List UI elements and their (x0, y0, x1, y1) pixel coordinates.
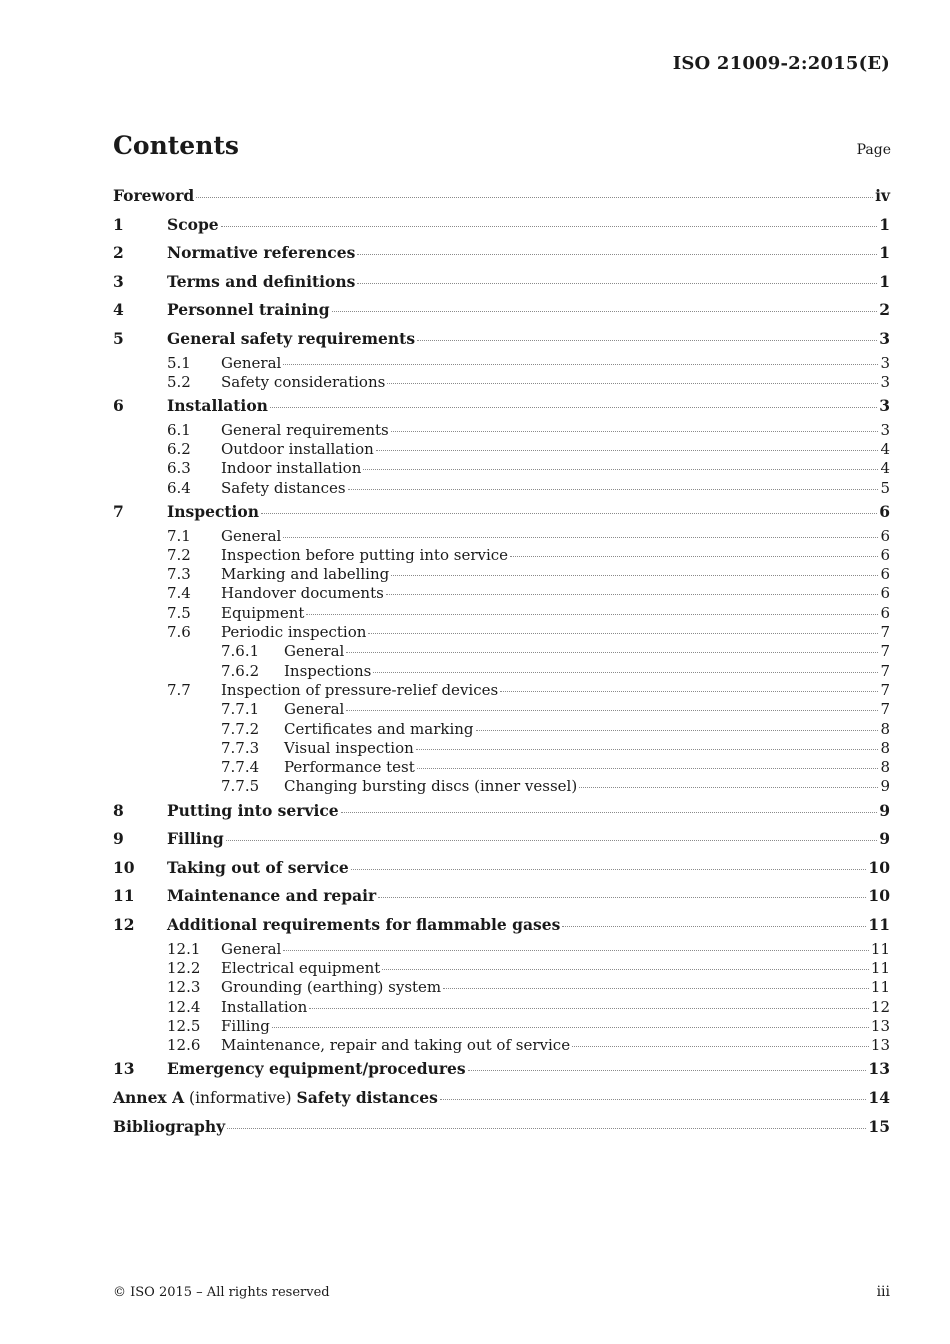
toc-entry-page: 7 (880, 700, 890, 719)
toc-entry-number: 12.3 (167, 978, 201, 997)
toc-entry-page: 13 (870, 1016, 890, 1035)
toc-entry-title-text: Inspection before putting into service (221, 545, 509, 564)
toc-entry-title-text: Installation (221, 997, 308, 1016)
toc-entry[interactable] (113, 662, 890, 681)
dot-leader (417, 768, 879, 769)
toc-entry-title-text: Indoor installation (221, 459, 362, 478)
toc-entry[interactable] (113, 940, 890, 959)
toc-entry-number: 12.2 (167, 958, 201, 977)
toc-entry-page: 10 (868, 857, 890, 877)
toc-entry[interactable] (113, 182, 890, 211)
toc-entry-title (221, 440, 374, 459)
toc-entry-number: 7.6.2 (221, 661, 260, 680)
toc-entry[interactable] (113, 1055, 890, 1084)
toc-entry-number: 7.3 (167, 565, 191, 584)
toc-entry-page: 9 (879, 829, 890, 849)
dot-leader (346, 710, 878, 711)
toc-entry-number: 12.4 (167, 997, 201, 1016)
toc-entry-title-text: Handover documents (221, 584, 384, 603)
toc-entry-title-text: Normative references (167, 243, 356, 263)
dot-leader (579, 787, 878, 788)
toc-entry-title (221, 421, 389, 440)
dot-leader (363, 469, 878, 470)
toc-entry-title (284, 777, 577, 796)
toc-entry[interactable] (113, 296, 890, 325)
toc-entry-page: 6 (880, 603, 890, 622)
toc-entry-title-text: Emergency equipment/procedures (167, 1059, 466, 1079)
toc-entry-title-text: Maintenance and repair (167, 886, 377, 906)
document-id: ISO 21009-2:2015(E) (672, 53, 890, 74)
dot-leader (351, 869, 867, 870)
toc-entry-title (221, 998, 307, 1017)
toc-entry[interactable] (113, 978, 890, 997)
toc-entry-title (221, 479, 346, 498)
toc-entry-title-text: Performance test (284, 758, 415, 777)
toc-entry-title-text: Visual inspection (284, 738, 414, 757)
toc-entry-title-annotation: (informative) (184, 1089, 297, 1108)
toc-entry-title-text: Equipment (221, 603, 305, 622)
toc-entry-title-text: Certificates and marking (284, 719, 474, 738)
dot-leader (378, 897, 866, 898)
toc-entry-page: 11 (870, 978, 890, 997)
toc-entry-title (221, 623, 366, 642)
dot-leader (373, 672, 878, 673)
toc-entry-number: 12.5 (167, 1016, 201, 1035)
toc-entry-title (167, 498, 259, 527)
toc-entry-page: 15 (868, 1116, 890, 1136)
toc-entry-title-text: Inspection of pressure-relief devices (221, 680, 499, 699)
toc-entry-number: 5.1 (167, 353, 191, 372)
toc-entry-title (167, 797, 339, 826)
toc-entry-title (167, 239, 355, 268)
toc-entry-title (221, 1017, 270, 1036)
toc-entry-title-text: Safety distances (221, 478, 346, 497)
toc-entry[interactable] (113, 720, 890, 739)
dot-leader (382, 969, 869, 970)
toc-entry-number: 7.1 (167, 526, 191, 545)
toc-entry[interactable] (113, 498, 890, 527)
toc-entry-title (113, 182, 194, 211)
toc-entry-page: 6 (880, 545, 890, 564)
toc-entry-title-text: Additional requirements for flammable gases (167, 915, 561, 935)
toc-entry-title-text: Grounding (earthing) system (221, 978, 442, 997)
dot-leader (221, 226, 878, 227)
toc-entry-page: 4 (880, 459, 890, 478)
toc-entry[interactable] (113, 325, 890, 354)
toc-entry-title (167, 392, 268, 421)
toc-entry[interactable] (113, 584, 890, 603)
toc-entry-title-text: Bibliography (113, 1116, 226, 1136)
toc-entry-title (284, 662, 371, 681)
dot-leader (309, 1008, 869, 1009)
toc-entry-page: 11 (868, 915, 890, 935)
toc-entry-number: 7.7.3 (221, 738, 260, 757)
toc-entry-title-text: General (221, 939, 282, 958)
toc-entry-page: 7 (880, 623, 890, 642)
toc-entry-number: 6.1 (167, 420, 191, 439)
dot-leader (387, 383, 878, 384)
dot-leader (391, 575, 878, 576)
toc-entry-title-text: Filling (167, 829, 224, 849)
toc-entry-page: 1 (879, 271, 890, 291)
toc-entry[interactable] (113, 268, 890, 297)
toc-entry-page: 6 (880, 584, 890, 603)
toc-entry[interactable] (113, 479, 890, 498)
dot-leader (572, 1046, 869, 1047)
toc-entry-title (221, 681, 498, 700)
toc-entry-number: 11 (113, 886, 135, 906)
toc-entry-title (167, 211, 219, 240)
dot-leader (348, 489, 879, 490)
toc-entry-title (167, 825, 224, 854)
dot-leader (196, 197, 873, 198)
toc-entry-number: 7.7.4 (221, 758, 260, 777)
dot-leader (500, 691, 878, 692)
toc-entry-title (221, 354, 281, 373)
toc-entry-number: 2 (113, 243, 124, 263)
dot-leader (357, 254, 877, 255)
toc-entry-number: 7.2 (167, 545, 191, 564)
toc-entry-number: 10 (113, 857, 135, 877)
toc-entry-page: 11 (870, 958, 890, 977)
toc-entry-title (113, 1113, 225, 1142)
toc-entry-title (221, 978, 441, 997)
toc-entry-page: 13 (868, 1059, 890, 1079)
toc-entry[interactable] (113, 825, 890, 854)
toc-entry-page: 8 (880, 758, 890, 777)
toc-entry[interactable] (113, 421, 890, 440)
toc-entry[interactable] (113, 565, 890, 584)
toc-entry-number: 13 (113, 1059, 135, 1079)
toc-entry-number: 12.6 (167, 1036, 201, 1055)
toc-entry-page: 7 (880, 661, 890, 680)
toc-entry-title (284, 720, 474, 739)
toc-entry-page: 8 (880, 738, 890, 757)
toc-entry[interactable] (113, 998, 890, 1017)
toc-entry-page: 8 (880, 719, 890, 738)
dot-leader (283, 364, 878, 365)
dot-leader (341, 812, 878, 813)
toc-entry-page: 9 (880, 777, 890, 796)
toc-entry-title-text: Outdoor installation (221, 440, 374, 459)
dot-leader (417, 340, 877, 341)
toc-entry-page: 1 (879, 214, 890, 234)
toc-entry-number: 7.7.1 (221, 700, 260, 719)
toc-entry-number: 6.4 (167, 478, 191, 497)
toc-entry-title (167, 911, 560, 940)
toc-entry-number: 12 (113, 915, 135, 935)
dot-leader (270, 407, 877, 408)
dot-leader (346, 652, 878, 653)
toc-entry[interactable] (113, 354, 890, 373)
toc-entry[interactable] (113, 373, 890, 392)
toc-entry-number: 6.3 (167, 459, 191, 478)
toc-entry-title (221, 527, 281, 546)
toc-entry[interactable] (113, 681, 890, 700)
toc-entry-number: 6.2 (167, 440, 191, 459)
toc-entry-title (167, 325, 415, 354)
dot-leader (272, 1027, 869, 1028)
toc-entry-page: 6 (880, 565, 890, 584)
toc-entry[interactable] (113, 911, 890, 940)
toc-entry-title (221, 565, 389, 584)
toc-entry-page: 1 (879, 243, 890, 263)
toc-entry[interactable] (113, 777, 890, 796)
toc-entry-page: 11 (870, 939, 890, 958)
toc-entry[interactable] (113, 1113, 890, 1142)
toc-entry-number: 7.7.5 (221, 777, 260, 796)
toc-entry-page: 10 (868, 886, 890, 906)
toc-entry-title-text: General (284, 642, 345, 661)
dot-leader (476, 730, 879, 731)
dot-leader (440, 1099, 867, 1100)
toc-entry-title-text: Filling (221, 1016, 270, 1035)
toc-entry[interactable] (113, 642, 890, 661)
toc-entry-number: 3 (113, 271, 124, 291)
toc-entry-title-text: Taking out of service (167, 857, 349, 877)
toc-entry-title-text: Putting into service (167, 800, 339, 820)
toc-entry[interactable] (113, 882, 890, 911)
toc-entry-number: 7 (113, 501, 124, 521)
dot-leader (443, 988, 869, 989)
dot-leader (227, 1128, 866, 1129)
toc-entry-number: 7.4 (167, 584, 191, 603)
toc-entry-number: 9 (113, 829, 124, 849)
toc-entry-number: 8 (113, 800, 124, 820)
toc-entry-title-text: General safety requirements (167, 328, 416, 348)
dot-leader (468, 1070, 867, 1071)
toc-entry[interactable] (113, 1017, 890, 1036)
toc-entry-page: 7 (880, 680, 890, 699)
toc-entry-title (221, 1036, 570, 1055)
toc-entry-number: 1 (113, 214, 124, 234)
toc-entry-page: 3 (879, 328, 890, 348)
toc-entry-page: 6 (879, 501, 890, 521)
toc-entry-title (221, 459, 361, 478)
toc-entry[interactable] (113, 700, 890, 719)
toc-entry-title-text: Marking and labelling (221, 565, 390, 584)
toc-entry-page: 2 (879, 300, 890, 320)
toc-entry-title (284, 739, 414, 758)
toc-entry-title-text: Periodic inspection (221, 623, 367, 642)
toc-entry-number: 7.6 (167, 623, 191, 642)
dot-leader (416, 749, 879, 750)
toc-entry-number: 7.6.1 (221, 642, 260, 661)
toc-entry-title-text: Terms and definitions (167, 271, 356, 291)
page-number: iii (876, 1284, 890, 1300)
toc-entry[interactable] (113, 392, 890, 421)
toc-entry[interactable] (113, 758, 890, 777)
toc-entry-page: 12 (870, 997, 890, 1016)
toc-entry-title-text: Scope (167, 214, 219, 234)
toc-entry-number: 7.5 (167, 603, 191, 622)
toc-entry-title (167, 296, 330, 325)
toc-entry[interactable] (113, 797, 890, 826)
dot-leader (368, 633, 878, 634)
toc-entry[interactable] (113, 854, 890, 883)
page-column-label: Page (856, 142, 891, 158)
dot-leader (357, 283, 877, 284)
toc-entry-page: 13 (870, 1036, 890, 1055)
toc-entry-title-text: Installation (167, 396, 268, 416)
toc-entry-title-text: General (284, 700, 345, 719)
toc-entry[interactable] (113, 440, 890, 459)
toc-entry-page: 3 (880, 420, 890, 439)
toc-entry-title-text: General requirements (221, 420, 389, 439)
toc-entry-number: 4 (113, 300, 124, 320)
toc-entry-number: 5.2 (167, 372, 191, 391)
toc-entry-title (167, 268, 355, 297)
contents-heading: Contents (113, 131, 240, 160)
toc-entry-title (167, 882, 376, 911)
toc-entry-title (221, 604, 304, 623)
toc-entry-title-text: Safety considerations (221, 372, 386, 391)
table-of-contents (113, 182, 890, 1141)
toc-entry[interactable] (113, 546, 890, 565)
dot-leader (386, 594, 879, 595)
toc-entry-title (167, 854, 349, 883)
toc-entry[interactable] (113, 623, 890, 642)
toc-entry-page: 5 (880, 478, 890, 497)
toc-entry[interactable] (113, 1036, 890, 1055)
toc-entry-title (221, 940, 281, 959)
toc-entry-title (221, 546, 508, 565)
toc-entry-title (284, 700, 344, 719)
toc-entry-number: 5 (113, 328, 124, 348)
dot-leader (283, 950, 869, 951)
toc-entry-title-text: General (221, 353, 282, 372)
toc-entry-title-text: Personnel training (167, 300, 330, 320)
toc-entry-page: 3 (880, 353, 890, 372)
toc-entry-title (221, 373, 385, 392)
toc-entry-page: 6 (880, 526, 890, 545)
toc-entry-page: 3 (879, 396, 890, 416)
toc-entry[interactable] (113, 527, 890, 546)
copyright-notice: © ISO 2015 – All rights reserved (113, 1285, 330, 1300)
dot-leader (510, 556, 878, 557)
toc-entry-number: 6 (113, 396, 124, 416)
toc-entry-title (113, 1084, 438, 1113)
toc-entry-title (167, 1055, 466, 1084)
toc-entry-title-text: Foreword (113, 186, 195, 205)
toc-entry-number: 12.1 (167, 939, 201, 958)
dot-leader (391, 431, 879, 432)
toc-entry-title-text: Changing bursting discs (inner vessel) (284, 777, 578, 796)
dot-leader (332, 311, 878, 312)
toc-entry-title-text: General (221, 526, 282, 545)
toc-entry-title (221, 959, 380, 978)
toc-entry[interactable] (113, 459, 890, 478)
toc-entry-title (284, 758, 415, 777)
toc-entry-title-text: Inspection (167, 501, 260, 521)
dot-leader (306, 614, 878, 615)
toc-entry[interactable] (113, 211, 890, 240)
toc-entry-number: 7.7.2 (221, 719, 260, 738)
toc-entry-page: 14 (868, 1088, 890, 1108)
toc-entry-title-text: Inspections (284, 661, 372, 680)
toc-entry[interactable] (113, 604, 890, 623)
toc-entry-page: iv (875, 186, 890, 205)
toc-entry-page: 7 (880, 642, 890, 661)
toc-entry[interactable] (113, 739, 890, 758)
toc-entry[interactable] (113, 959, 890, 978)
toc-entry-number: 7.7 (167, 680, 191, 699)
toc-entry[interactable] (113, 239, 890, 268)
toc-entry-title-text: Maintenance, repair and taking out of service (221, 1036, 571, 1055)
toc-entry-title-text: Safety distances (296, 1088, 438, 1108)
dot-leader (261, 513, 877, 514)
toc-entry-page: 3 (880, 372, 890, 391)
toc-entry-page: 4 (880, 440, 890, 459)
dot-leader (562, 926, 866, 927)
toc-entry-title (221, 584, 384, 603)
toc-entry-title (284, 642, 344, 661)
dot-leader (283, 537, 878, 538)
toc-entry-title-text: Electrical equipment (221, 958, 381, 977)
toc-entry-title-text: Annex A (113, 1088, 185, 1108)
toc-entry[interactable] (113, 1084, 890, 1113)
toc-entry-page: 9 (879, 800, 890, 820)
dot-leader (376, 450, 879, 451)
dot-leader (226, 840, 878, 841)
